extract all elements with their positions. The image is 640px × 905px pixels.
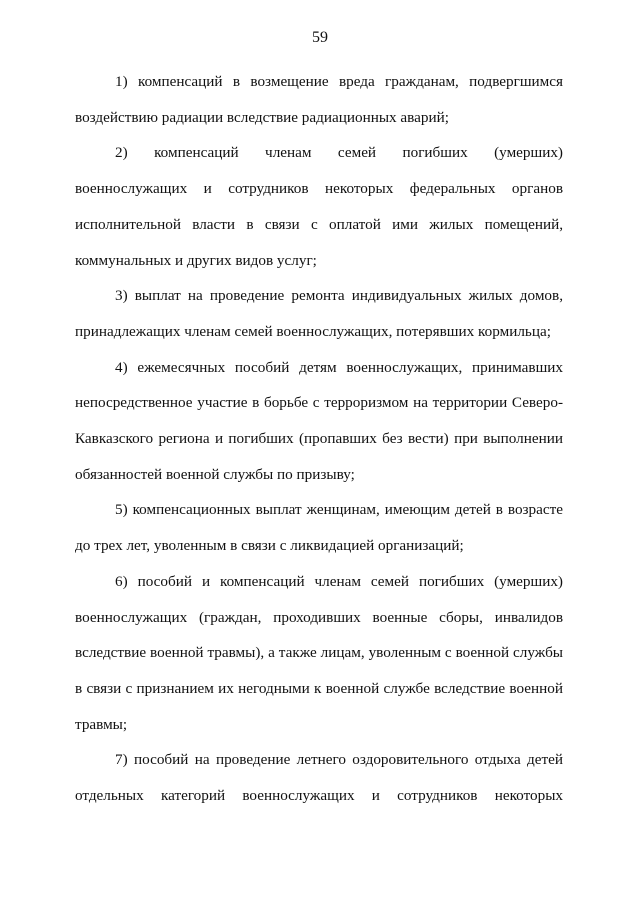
body-text [75, 64, 563, 814]
paragraph-item-2: 2) компенсаций членам семей погибших (умерших) военнослужащих и сотрудников некоторых федеральных органов исполнительной власти в связи с оплатой ими жилых помещений, коммунальных и других видов услуг; [75, 144, 563, 269]
paragraph-item-6: 6) пособий и компенсаций членам семей погибших (умерших) военнослужащих (граждан, проходивших военные сборы, инвалидов вследствие военной травмы), а также лицам, уволенным с военной службы в связи с признанием их негодными к военной службе вследствие военной травмы; [75, 572, 563, 733]
page-number: 59 [312, 29, 328, 46]
paragraph-item-1: 1) компенсаций в возмещение вреда гражданам, подвергшимся воздействию радиации вследствие радиационных аварий; [75, 73, 563, 126]
paragraph-item-7: 7) пособий на проведение летнего оздоровительного отдыха детей отдельных категорий военнослужащих и сотрудников некоторых [75, 751, 563, 805]
paragraph-item-3: 3) выплат на проведение ремонта индивидуальных жилых домов, принадлежащих членам семей военнослужащих, потерявших кормильца; [75, 287, 563, 340]
paragraph-item-5: 5) компенсационных выплат женщинам, имеющим детей в возрасте до трех лет, уволенным в связи с ликвидацией организаций; [75, 501, 563, 555]
paragraph-item-4: 4) ежемесячных пособий детям военнослужащих, принимавших непосредственное участие в борьбе с терроризмом на территории Северо-Кавказского региона и погибших (пропавших без вести) при выполнении обязанностей военной службы по призыву; [75, 358, 563, 483]
